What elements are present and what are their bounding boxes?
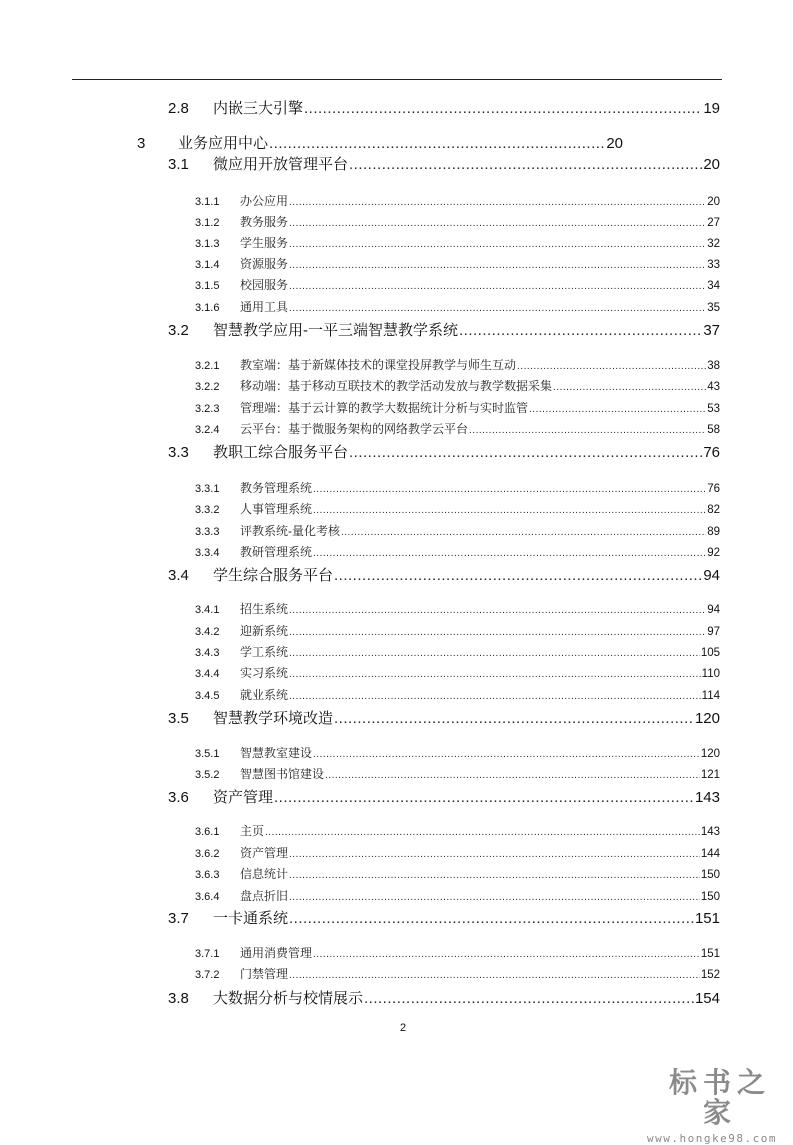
toc-entry[interactable] <box>195 664 720 681</box>
toc-entry-page: 20 <box>707 196 720 208</box>
toc-entry-title: 微应用开放管理平台 <box>213 156 349 173</box>
toc-entry[interactable] <box>195 844 720 861</box>
toc-entry[interactable] <box>168 441 720 462</box>
toc-leader-dots <box>313 505 706 516</box>
toc-leader-dots <box>289 197 706 208</box>
toc-leader-dots <box>289 691 701 702</box>
toc-entry[interactable] <box>195 420 720 437</box>
toc-entry-number: 3.3.4 <box>195 547 220 559</box>
toc-leader-dots <box>289 303 706 314</box>
toc-entry-number: 3.2.4 <box>195 424 220 436</box>
toc-entry-page: 32 <box>707 238 720 250</box>
toc-entry-title: 通用工具 <box>240 300 289 314</box>
toc-entry[interactable] <box>195 600 720 617</box>
toc-entry-title: 一卡通系统 <box>213 910 289 927</box>
toc-leader-dots <box>289 281 706 292</box>
toc-entry-page: 144 <box>700 848 720 860</box>
header-rule <box>72 79 722 80</box>
toc-entry[interactable] <box>168 987 720 1008</box>
toc-leader-dots <box>289 260 706 271</box>
toc-entry-number: 3.2.3 <box>195 403 220 415</box>
toc-entry-page: 143 <box>694 789 720 806</box>
toc-entry[interactable] <box>195 765 720 782</box>
toc-entry-page: 35 <box>707 302 720 314</box>
toc-entry-number: 3.1.1 <box>195 196 220 208</box>
toc-entry-title: 智慧图书馆建设 <box>240 767 325 781</box>
toc-leader-dots <box>274 789 694 806</box>
toc-entry[interactable] <box>195 213 720 230</box>
toc-entry[interactable] <box>195 622 720 639</box>
toc-entry-number: 3.3.1 <box>195 483 220 495</box>
toc-leader-dots <box>341 527 706 538</box>
toc-leader-dots <box>529 404 706 415</box>
toc-leader-dots <box>325 770 700 781</box>
toc-entry[interactable] <box>195 887 720 904</box>
toc-entry-number: 2.8 <box>168 100 189 117</box>
toc-leader-dots <box>349 444 702 461</box>
toc-entry-page: 37 <box>703 322 720 339</box>
toc-entry-number: 3.1.2 <box>195 217 220 229</box>
toc-entry-page: 152 <box>700 969 720 981</box>
toc-entry-page: 34 <box>707 280 720 292</box>
toc-entry-title: 教务服务 <box>240 215 289 229</box>
toc-leader-dots <box>334 567 702 584</box>
toc-entry[interactable] <box>195 399 720 416</box>
toc-entry-title: 办公应用 <box>240 194 289 208</box>
toc-entry-number: 3.1.3 <box>195 238 220 250</box>
toc-entry[interactable] <box>168 786 720 807</box>
toc-entry[interactable] <box>195 643 720 660</box>
toc-leader-dots <box>334 710 694 727</box>
toc-entry-title: 主页 <box>240 824 265 838</box>
toc-leader-dots <box>313 484 706 495</box>
toc-entry-title: 资产管理 <box>240 846 289 860</box>
toc-entry[interactable] <box>168 707 720 728</box>
toc-entry-number: 3.7.1 <box>195 948 220 960</box>
toc-entry[interactable] <box>195 377 720 394</box>
toc-entry-title: 迎新系统 <box>240 624 289 638</box>
toc-entry[interactable] <box>195 543 720 560</box>
toc-entry-title: 学工系统 <box>240 645 289 659</box>
toc-leader-dots <box>313 548 706 559</box>
toc-entry-number: 3.5 <box>168 710 189 727</box>
toc-leader-dots <box>289 627 706 638</box>
toc-entry[interactable] <box>195 944 720 961</box>
watermark-title: 标书之家 <box>668 1066 771 1129</box>
toc-leader-dots <box>289 892 700 903</box>
toc-entry-number: 3.4.4 <box>195 668 220 680</box>
toc-leader-dots <box>364 990 694 1007</box>
toc-entry-number: 3.6.3 <box>195 869 220 881</box>
toc-entry-page: 38 <box>707 360 720 372</box>
toc-leader-dots <box>289 669 701 680</box>
toc-leader-dots <box>517 361 706 372</box>
toc-entry-title: 资产管理 <box>213 789 274 806</box>
toc-entry-title: 招生系统 <box>240 602 289 616</box>
toc-entry[interactable] <box>195 686 720 703</box>
toc-entry-page: 150 <box>700 891 720 903</box>
watermark-url: www.hongke98.com <box>647 1132 777 1145</box>
toc-leader-dots <box>289 910 694 927</box>
toc-entry-title: 智慧教学环境改造 <box>213 710 334 727</box>
toc-entry[interactable] <box>195 356 720 373</box>
toc-entry-number: 3.1 <box>168 156 189 173</box>
page-number: 2 <box>400 1022 407 1034</box>
toc-entry-title: 教职工综合服务平台 <box>213 444 349 461</box>
toc-entry-title: 教务管理系统 <box>240 481 313 495</box>
toc-entry-page: 94 <box>707 604 720 616</box>
toc-leader-dots <box>289 849 700 860</box>
toc-entry-title: 实习系统 <box>240 666 289 680</box>
toc-entry-page: 151 <box>700 948 720 960</box>
toc-entry-page: 19 <box>703 100 720 117</box>
toc-entry-number: 3.6.4 <box>195 891 220 903</box>
toc-entry[interactable] <box>195 255 720 272</box>
toc-entry-page: 143 <box>700 826 720 838</box>
toc-entry-number: 3.6.2 <box>195 848 220 860</box>
toc-entry-title: 信息统计 <box>240 867 289 881</box>
toc-entry[interactable] <box>195 479 720 496</box>
toc-entry-page: 97 <box>707 626 720 638</box>
toc-entry-page: 105 <box>700 647 720 659</box>
toc-entry-number: 3.6.1 <box>195 826 220 838</box>
toc-entry-page: 121 <box>700 769 720 781</box>
toc-entry-page: 76 <box>703 444 720 461</box>
toc-entry-title: 业务应用中心 <box>178 135 269 152</box>
toc-entry[interactable] <box>168 97 720 118</box>
toc-leader-dots <box>313 749 700 760</box>
toc-entry-number: 3.2 <box>168 322 189 339</box>
toc-entry-page: 76 <box>707 483 720 495</box>
toc-leader-dots <box>313 949 700 960</box>
toc-entry-page: 53 <box>707 403 720 415</box>
toc-entry-page: 150 <box>700 869 720 881</box>
toc-entry-title: 门禁管理 <box>240 967 289 981</box>
toc-entry-page: 92 <box>707 547 720 559</box>
toc-entry-page: 120 <box>694 710 720 727</box>
toc-leader-dots <box>459 322 702 339</box>
toc-entry-page: 58 <box>707 424 720 436</box>
toc-entry-title: 就业系统 <box>240 688 289 702</box>
toc-entry[interactable] <box>137 132 623 153</box>
toc-entry-page: 94 <box>703 567 720 584</box>
toc-entry-title: 学生服务 <box>240 236 289 250</box>
toc-leader-dots <box>304 100 702 117</box>
toc-entry[interactable] <box>195 822 720 839</box>
toc-leader-dots <box>289 218 706 229</box>
toc-entry-title: 管理端：基于云计算的教学大数据统计分析与实时监管 <box>240 401 529 415</box>
toc-leader-dots <box>349 156 702 173</box>
toc-entry[interactable] <box>195 192 720 209</box>
toc-entry-number: 3.3.3 <box>195 526 220 538</box>
toc-entry-number: 3.3.2 <box>195 504 220 516</box>
toc-leader-dots <box>289 870 700 881</box>
toc-leader-dots <box>553 382 706 393</box>
toc-leader-dots <box>289 605 706 616</box>
toc-leader-dots <box>265 827 700 838</box>
toc-entry-number: 3.4.5 <box>195 690 220 702</box>
toc-leader-dots <box>469 425 706 436</box>
toc-entry[interactable] <box>195 500 720 517</box>
toc-entry-number: 3 <box>137 135 146 152</box>
toc-entry-title: 学生综合服务平台 <box>213 567 334 584</box>
toc-entry[interactable] <box>168 564 720 585</box>
toc-leader-dots <box>289 239 706 250</box>
toc-entry-number: 3.2.2 <box>195 381 220 393</box>
toc-leader-dots <box>289 648 700 659</box>
toc-entry-title: 教室端：基于新媒体技术的课堂投屏教学与师生互动 <box>240 358 517 372</box>
toc-entry[interactable] <box>195 865 720 882</box>
toc-leader-dots <box>269 135 605 152</box>
toc-entry-page: 114 <box>701 690 720 702</box>
toc-entry[interactable] <box>195 965 720 982</box>
toc-entry-number: 3.1.5 <box>195 280 220 292</box>
toc-entry-page: 20 <box>606 135 623 152</box>
toc-entry-title: 教研管理系统 <box>240 545 313 559</box>
toc-entry-title: 智慧教室建设 <box>240 746 313 760</box>
toc-leader-dots <box>289 970 700 981</box>
toc-entry-number: 3.5.2 <box>195 769 220 781</box>
toc-entry-number: 3.4.1 <box>195 604 220 616</box>
toc-entry[interactable] <box>195 744 720 761</box>
watermark-logo <box>647 1066 785 1145</box>
toc-entry-number: 3.6 <box>168 789 189 806</box>
toc-entry-title: 校园服务 <box>240 278 289 292</box>
toc-entry-number: 3.1.6 <box>195 302 220 314</box>
toc-entry-title: 智慧教学应用-一平三端智慧教学系统 <box>213 322 458 339</box>
toc-entry[interactable] <box>168 907 720 928</box>
toc-entry[interactable] <box>195 234 720 251</box>
toc-entry-page: 33 <box>707 259 720 271</box>
toc-entry[interactable] <box>168 153 720 174</box>
toc-entry-title: 人事管理系统 <box>240 502 313 516</box>
toc-entry-title: 资源服务 <box>240 257 289 271</box>
toc-entry-number: 3.3 <box>168 444 189 461</box>
toc-entry-title: 通用消费管理 <box>240 946 313 960</box>
toc-entry-page: 43 <box>707 381 720 393</box>
toc-entry-title: 盘点折旧 <box>240 889 289 903</box>
toc-entry-number: 3.2.1 <box>195 360 220 372</box>
toc-entry-page: 27 <box>707 217 720 229</box>
toc-entry[interactable] <box>195 276 720 293</box>
toc-entry-number: 3.4 <box>168 567 189 584</box>
toc-entry-title: 云平台：基于微服务架构的网络教学云平台 <box>240 422 469 436</box>
toc-entry[interactable] <box>168 319 720 340</box>
toc-entry-title: 评教系统-量化考核 <box>240 524 340 538</box>
toc-entry-number: 3.1.4 <box>195 259 220 271</box>
toc-entry-page: 20 <box>703 156 720 173</box>
toc-entry-page: 110 <box>701 668 720 680</box>
toc-entry-page: 154 <box>694 990 720 1007</box>
toc-entry[interactable] <box>195 522 720 539</box>
toc-entry-number: 3.7.2 <box>195 969 220 981</box>
toc-entry-number: 3.4.2 <box>195 626 220 638</box>
toc-entry-title: 移动端：基于移动互联技术的教学活动发放与教学数据采集 <box>240 379 553 393</box>
toc-entry-number: 3.5.1 <box>195 748 220 760</box>
toc-entry-page: 82 <box>707 504 720 516</box>
toc-entry-page: 89 <box>707 526 720 538</box>
toc-entry-page: 120 <box>700 748 720 760</box>
toc-entry-title: 内嵌三大引擎 <box>213 100 304 117</box>
toc-entry-number: 3.4.3 <box>195 647 220 659</box>
toc-entry-number: 3.8 <box>168 990 189 1007</box>
toc-entry-number: 3.7 <box>168 910 189 927</box>
toc-entry[interactable] <box>195 298 720 315</box>
toc-entry-page: 151 <box>694 910 720 927</box>
toc-entry-title: 大数据分析与校情展示 <box>213 990 364 1007</box>
